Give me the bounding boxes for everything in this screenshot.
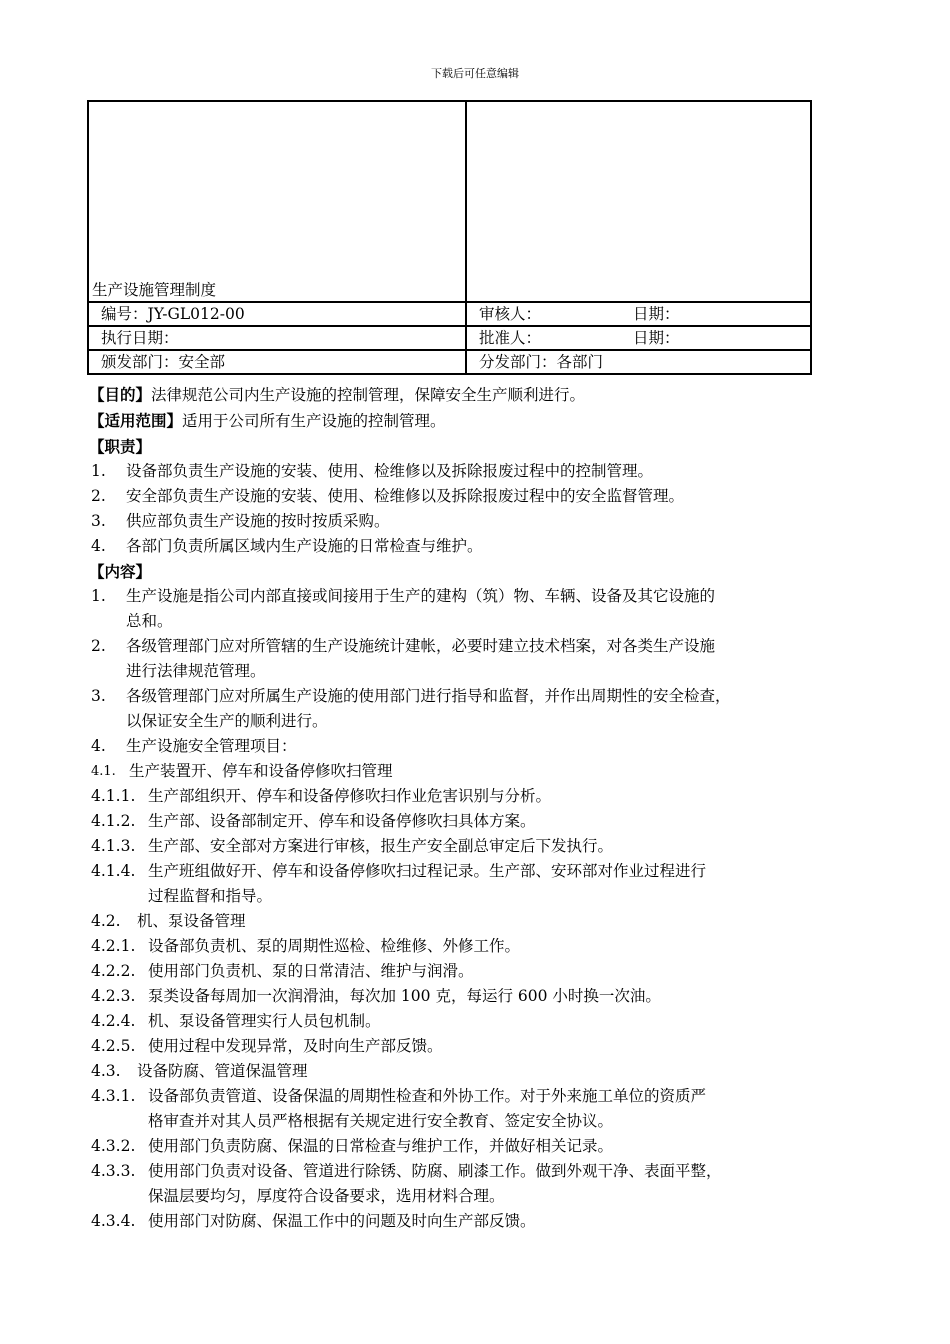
item-text: 各部门负责所属区域内生产设施的日常检查与维护。 bbox=[126, 537, 483, 555]
approve-date-label: 日期： bbox=[633, 329, 680, 347]
item-number: 4.2. bbox=[91, 912, 121, 930]
review-date-label: 日期： bbox=[633, 305, 680, 323]
item-number: 4.1.1. bbox=[91, 787, 136, 805]
list-item bbox=[89, 959, 869, 984]
item-text: 设备部负责机、泵的周期性巡检、检维修、外修工作。 bbox=[148, 937, 521, 955]
list-item bbox=[89, 834, 869, 859]
list-item bbox=[89, 534, 869, 559]
reviewer-label: 审核人： bbox=[479, 305, 542, 323]
purpose-label: 【目的】 bbox=[89, 385, 152, 404]
item-text-line: 格审查并对其人员严格根据有关规定进行安全教育、签定安全协议。 bbox=[148, 1112, 614, 1130]
subsection-heading bbox=[89, 909, 869, 934]
item-number: 4.1.2. bbox=[91, 812, 136, 830]
list-item bbox=[89, 784, 869, 809]
list-item bbox=[89, 809, 869, 834]
item-number: 4. bbox=[91, 537, 106, 555]
header-blank-cell bbox=[466, 101, 811, 302]
issuing-department: 颁发部门：安全部 bbox=[88, 350, 466, 374]
item-number: 2. bbox=[91, 637, 106, 655]
list-item bbox=[89, 584, 869, 634]
item-number: 3. bbox=[91, 512, 106, 530]
document-body bbox=[89, 382, 869, 1234]
item-text-line: 保温层要均匀，厚度符合设备要求，选用材料合理。 bbox=[148, 1187, 505, 1205]
item-text: 使用部门对防腐、保温工作中的问题及时向生产部反馈。 bbox=[148, 1212, 536, 1230]
scope-paragraph bbox=[89, 408, 869, 434]
item-number: 4.3.4. bbox=[91, 1212, 136, 1230]
item-number: 2. bbox=[91, 487, 106, 505]
list-item bbox=[89, 1159, 869, 1209]
item-number: 4.1. bbox=[91, 764, 116, 779]
item-text-line: 设备部负责管道、设备保温的周期性检查和外协工作。对于外来施工单位的资质严 bbox=[148, 1087, 707, 1105]
item-text: 机、泵设备管理 bbox=[137, 912, 246, 930]
approver-cell bbox=[466, 326, 811, 350]
purpose-paragraph bbox=[89, 382, 869, 408]
list-item bbox=[89, 734, 869, 759]
item-number: 3. bbox=[91, 687, 106, 705]
item-number: 4.2.4. bbox=[91, 1012, 136, 1030]
item-text-line: 以保证安全生产的顺利进行。 bbox=[126, 712, 328, 730]
item-text-line: 过程监督和指导。 bbox=[148, 887, 273, 905]
item-text: 安全部负责生产设施的安装、使用、检维修以及拆除报废过程中的安全监督管理。 bbox=[126, 487, 685, 505]
item-text: 机、泵设备管理实行人员包机制。 bbox=[148, 1012, 381, 1030]
item-text: 生产设施安全管理项目： bbox=[126, 737, 297, 755]
subsection-heading bbox=[89, 1059, 869, 1084]
item-number: 4.3.2. bbox=[91, 1137, 136, 1155]
item-text bbox=[148, 1159, 869, 1209]
item-text: 使用过程中发现异常，及时向生产部反馈。 bbox=[148, 1037, 443, 1055]
item-text: 供应部负责生产设施的按时按质采购。 bbox=[126, 512, 390, 530]
scope-text: 适用于公司所有生产设施的控制管理。 bbox=[182, 412, 446, 430]
item-number: 4.3. bbox=[91, 1062, 121, 1080]
duty-heading: 【职责】 bbox=[89, 437, 152, 456]
list-item bbox=[89, 1209, 869, 1234]
header-note: 下载后可任意编辑 bbox=[431, 67, 519, 80]
item-text-line: 生产班组做好开、停车和设备停修吹扫过程记录。生产部、安环部对作业过程进行 bbox=[148, 862, 707, 880]
list-item bbox=[89, 1009, 869, 1034]
item-text-line: 使用部门负责对设备、管道进行除锈、防腐、刷漆工作。做到外观干净、表面平整， bbox=[148, 1162, 722, 1180]
document-header-table bbox=[87, 100, 812, 375]
item-text-line: 总和。 bbox=[126, 612, 173, 630]
item-number: 4.2.1. bbox=[91, 937, 136, 955]
item-text bbox=[148, 1084, 869, 1134]
approver-label: 批准人： bbox=[479, 329, 542, 347]
list-item bbox=[89, 684, 869, 734]
list-item bbox=[89, 859, 869, 909]
item-text-line: 各级管理部门应对所属生产设施的使用部门进行指导和监督，并作出周期性的安全检查， bbox=[126, 687, 731, 705]
list-item bbox=[89, 1034, 869, 1059]
distribution-department: 分发部门：各部门 bbox=[466, 350, 811, 374]
item-text-line: 进行法律规范管理。 bbox=[126, 662, 266, 680]
item-text: 泵类设备每周加一次润滑油，每次加 100 克，每运行 600 小时换一次油。 bbox=[148, 987, 661, 1005]
item-text: 设备部负责生产设施的安装、使用、检维修以及拆除报废过程中的控制管理。 bbox=[126, 462, 654, 480]
item-text bbox=[126, 584, 869, 634]
list-item bbox=[89, 984, 869, 1009]
list-item bbox=[89, 1134, 869, 1159]
item-number: 4.3.1. bbox=[91, 1087, 136, 1105]
item-text: 生产部组织开、停车和设备停修吹扫作业危害识别与分析。 bbox=[148, 787, 552, 805]
execution-date: 执行日期： bbox=[88, 326, 466, 350]
list-item bbox=[89, 459, 869, 484]
item-number: 1. bbox=[91, 462, 106, 480]
purpose-text: 法律规范公司内生产设施的控制管理，保障安全生产顺利进行。 bbox=[151, 386, 586, 404]
item-text-line: 生产设施是指公司内部直接或间接用于生产的建构（筑）物、车辆、设备及其它设施的 bbox=[126, 587, 716, 605]
reviewer-cell bbox=[466, 302, 811, 326]
item-text bbox=[148, 859, 869, 909]
item-text bbox=[126, 634, 869, 684]
item-number: 4.2.5. bbox=[91, 1037, 136, 1055]
subsection-heading bbox=[89, 759, 869, 784]
scope-label: 【适用范围】 bbox=[89, 411, 183, 430]
list-item bbox=[89, 634, 869, 684]
item-text: 生产装置开、停车和设备停修吹扫管理 bbox=[129, 762, 393, 780]
document-title: 生产设施管理制度 bbox=[88, 101, 466, 302]
item-number: 4.2.3. bbox=[91, 987, 136, 1005]
item-number: 4. bbox=[91, 737, 106, 755]
list-item bbox=[89, 1084, 869, 1134]
list-item bbox=[89, 934, 869, 959]
item-number: 4.1.4. bbox=[91, 862, 136, 880]
item-text: 设备防腐、管道保温管理 bbox=[137, 1062, 308, 1080]
item-number: 1. bbox=[91, 587, 106, 605]
item-number: 4.2.2. bbox=[91, 962, 136, 980]
list-item bbox=[89, 484, 869, 509]
item-text-line: 各级管理部门应对所管辖的生产设施统计建帐，必要时建立技术档案，对各类生产设施 bbox=[126, 637, 716, 655]
item-number: 4.3.3. bbox=[91, 1162, 136, 1180]
item-text bbox=[126, 684, 869, 734]
document-code: 编号：JY-GL012-00 bbox=[88, 302, 466, 326]
item-text: 使用部门负责防腐、保温的日常检查与维护工作，并做好相关记录。 bbox=[148, 1137, 614, 1155]
item-text: 生产部、设备部制定开、停车和设备停修吹扫具体方案。 bbox=[148, 812, 536, 830]
list-item bbox=[89, 509, 869, 534]
item-number: 4.1.3. bbox=[91, 837, 136, 855]
item-text: 生产部、安全部对方案进行审核，报生产安全副总审定后下发执行。 bbox=[148, 837, 614, 855]
content-heading: 【内容】 bbox=[89, 562, 152, 581]
item-text: 使用部门负责机、泵的日常清洁、维护与润滑。 bbox=[148, 962, 474, 980]
